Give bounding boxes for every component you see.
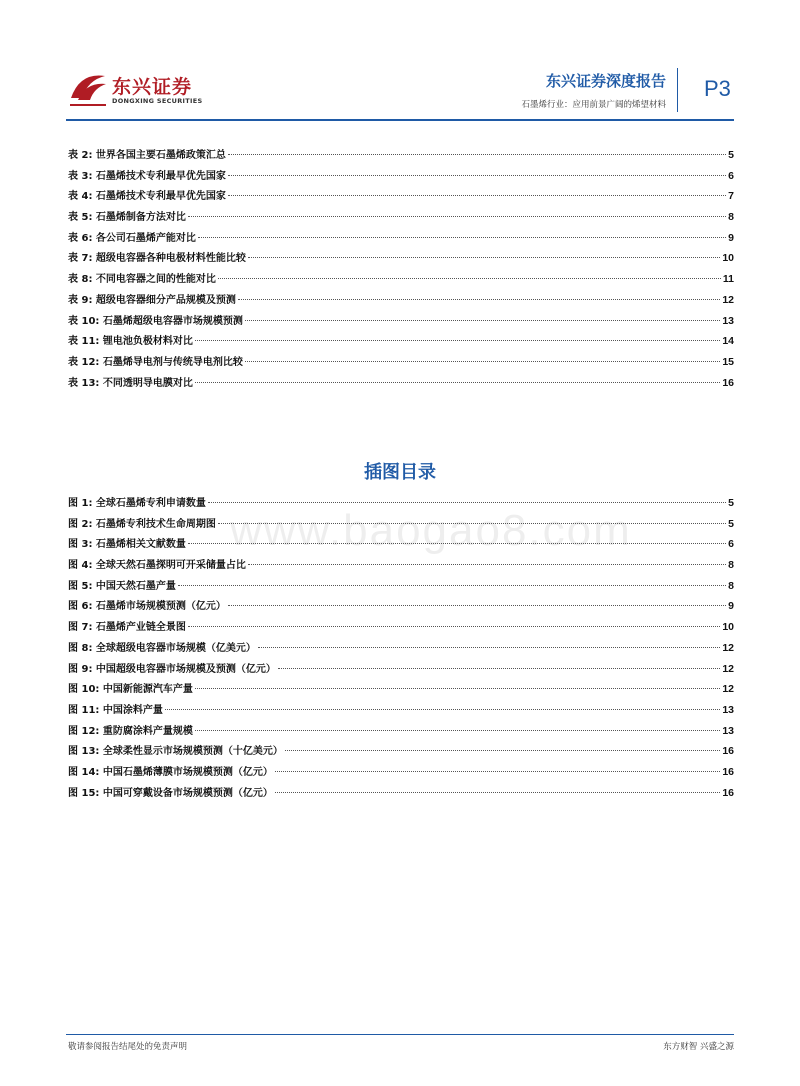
watermark: www.baogao8.com [230,506,632,555]
toc-entry-page: 13 [722,724,734,737]
figure-toc-entry[interactable] [68,556,734,577]
toc-leader-dots [245,320,720,321]
figure-toc-entry[interactable] [68,577,734,598]
toc-leader-dots [285,750,720,751]
footer-disclaimer: 敬请参阅报告结尾处的免责声明 [68,1042,188,1052]
toc-leader-dots [208,502,726,503]
toc-leader-dots [188,626,720,627]
toc-entry-page: 12 [722,683,734,696]
toc-entry-page: 14 [722,335,734,348]
report-subtitle: 石墨烯行业：应用前景广阔的烯望材料 [521,100,666,110]
toc-leader-dots [195,340,720,341]
toc-entry-page: 5 [728,149,734,161]
table-toc-entry[interactable] [68,312,734,333]
tables-toc-list [68,146,734,394]
toc-leader-dots [275,792,720,793]
table-toc-entry[interactable] [68,291,734,312]
toc-entry-label: 图 12: 重防腐涂料产量规模 [68,725,193,737]
toc-leader-dots [188,543,726,544]
figure-toc-entry[interactable] [68,494,734,515]
toc-entry-page: 6 [728,169,734,182]
table-toc-entry[interactable] [68,249,734,270]
toc-entry-page: 13 [722,703,734,716]
toc-entry-page: 13 [722,314,734,327]
toc-entry-label: 图 6: 石墨烯市场规模预测（亿元） [68,601,226,613]
toc-leader-dots [248,564,726,565]
table-toc-entry[interactable] [68,332,734,353]
toc-entry-page: 10 [722,252,734,265]
page-header [0,0,800,125]
toc-entry-label: 表 6: 各公司石墨烯产能对比 [68,232,196,244]
toc-entry-label: 图 13: 全球柔性显示市场规模预测（十亿美元） [68,746,283,758]
toc-entry-label: 图 10: 中国新能源汽车产量 [68,684,193,696]
toc-entry-label: 表 4: 石墨烯技术专利最早优先国家 [68,191,226,203]
toc-entry-page: 16 [722,745,734,758]
toc-entry-label: 图 5: 中国天然石墨产量 [68,580,176,592]
toc-entry-label: 图 11: 中国涂料产量 [68,704,163,716]
toc-leader-dots [228,605,726,606]
toc-leader-dots [245,361,720,362]
footer-slogan: 东方财智 兴盛之源 [663,1042,734,1052]
toc-entry-page: 10 [722,621,734,634]
toc-entry-label: 图 8: 全球超级电容器市场规模（亿美元） [68,642,256,654]
toc-entry-label: 图 3: 石墨烯相关文献数量 [68,539,186,551]
toc-entry-label: 图 15: 中国可穿戴设备市场规模预测（亿元） [68,787,273,799]
toc-entry-label: 图 1: 全球石墨烯专利申请数量 [68,498,206,509]
toc-entry-page: 12 [722,662,734,675]
toc-leader-dots [228,195,726,196]
logo-chinese-name: 东兴证券 [112,76,193,98]
table-toc-entry[interactable] [68,229,734,250]
company-logo [68,68,218,112]
figure-toc-entry[interactable] [68,784,734,805]
figure-toc-entry[interactable] [68,639,734,660]
figure-toc-entry[interactable] [68,597,734,618]
toc-entry-label: 表 5: 石墨烯制备方法对比 [68,212,186,224]
table-toc-entry[interactable] [68,353,734,374]
toc-entry-page: 16 [722,765,734,778]
page-number: P3 [704,76,731,101]
toc-entry-page: 12 [722,293,734,306]
figure-toc-entry[interactable] [68,701,734,722]
figure-toc-entry[interactable] [68,535,734,556]
figure-toc-entry[interactable] [68,680,734,701]
header-rule [66,119,734,121]
toc-leader-dots [195,382,720,383]
toc-leader-dots [275,771,720,772]
dongxing-logo-icon [68,68,108,108]
figure-toc-entry[interactable] [68,660,734,681]
toc-entry-label: 图 14: 中国石墨烯薄膜市场规模预测（亿元） [68,766,273,778]
figures-section-title: 插图目录 [364,462,436,483]
toc-leader-dots [165,709,720,710]
toc-leader-dots [278,668,720,669]
report-title: 东兴证券深度报告 [545,72,666,90]
toc-entry-label: 表 11: 锂电池负极材料对比 [68,336,193,348]
toc-entry-label: 表 10: 石墨烯超级电容器市场规模预测 [68,315,243,327]
figure-toc-entry[interactable] [68,763,734,784]
figure-toc-entry[interactable] [68,722,734,743]
footer-rule [66,1034,734,1035]
toc-entry-label: 表 7: 超级电容器各种电极材料性能比较 [68,253,246,265]
toc-leader-dots [195,730,720,731]
toc-leader-dots [228,175,726,176]
toc-entry-label: 图 9: 中国超级电容器市场规模及预测（亿元） [68,663,276,675]
toc-entry-label: 图 2: 石墨烯专利技术生命周期图 [68,518,216,530]
table-toc-entry[interactable] [68,270,734,291]
figure-toc-entry[interactable] [68,515,734,536]
toc-leader-dots [228,154,726,155]
toc-entry-page: 8 [728,559,734,572]
table-toc-entry[interactable] [68,374,734,395]
toc-entry-page: 5 [728,517,734,530]
header-divider [677,68,678,112]
toc-entry-page: 6 [728,538,734,551]
toc-leader-dots [218,278,721,279]
toc-leader-dots [178,585,726,586]
table-toc-entry[interactable] [68,187,734,208]
figures-toc-list [68,494,734,804]
toc-entry-page: 5 [728,497,734,509]
toc-entry-page: 12 [722,641,734,654]
toc-entry-label: 表 12: 石墨烯导电剂与传统导电剂比较 [68,356,243,368]
toc-entry-page: 16 [722,376,734,389]
toc-entry-label: 表 13: 不同透明导电膜对比 [68,377,193,389]
toc-leader-dots [238,299,720,300]
toc-entry-page: 15 [722,355,734,368]
figure-toc-entry[interactable] [68,742,734,763]
table-toc-entry[interactable] [68,146,734,167]
toc-leader-dots [195,688,720,689]
toc-entry-label: 表 9: 超级电容器细分产品规模及预测 [68,294,236,306]
toc-entry-label: 图 4: 全球天然石墨探明可开采储量占比 [68,560,246,572]
toc-entry-label: 表 8: 不同电容器之间的性能对比 [68,274,216,286]
toc-leader-dots [188,216,726,217]
toc-entry-page: 7 [728,190,734,203]
toc-entry-label: 表 3: 石墨烯技术专利最早优先国家 [68,170,226,182]
toc-entry-page: 9 [728,600,734,613]
toc-entry-label: 表 2: 世界各国主要石墨烯政策汇总 [68,150,226,161]
toc-entry-page: 9 [728,231,734,244]
table-toc-entry[interactable] [68,167,734,188]
toc-entry-page: 8 [728,579,734,592]
toc-leader-dots [218,523,726,524]
toc-entry-page: 8 [728,211,734,224]
toc-entry-label: 图 7: 石墨烯产业链全景图 [68,622,186,634]
figure-toc-entry[interactable] [68,618,734,639]
toc-entry-page: 16 [722,786,734,799]
toc-leader-dots [258,647,720,648]
table-toc-entry[interactable] [68,208,734,229]
toc-leader-dots [198,237,726,238]
toc-leader-dots [248,257,720,258]
logo-english-name: DONGXING SECURITIES [112,97,203,105]
toc-entry-page: 11 [722,273,734,286]
